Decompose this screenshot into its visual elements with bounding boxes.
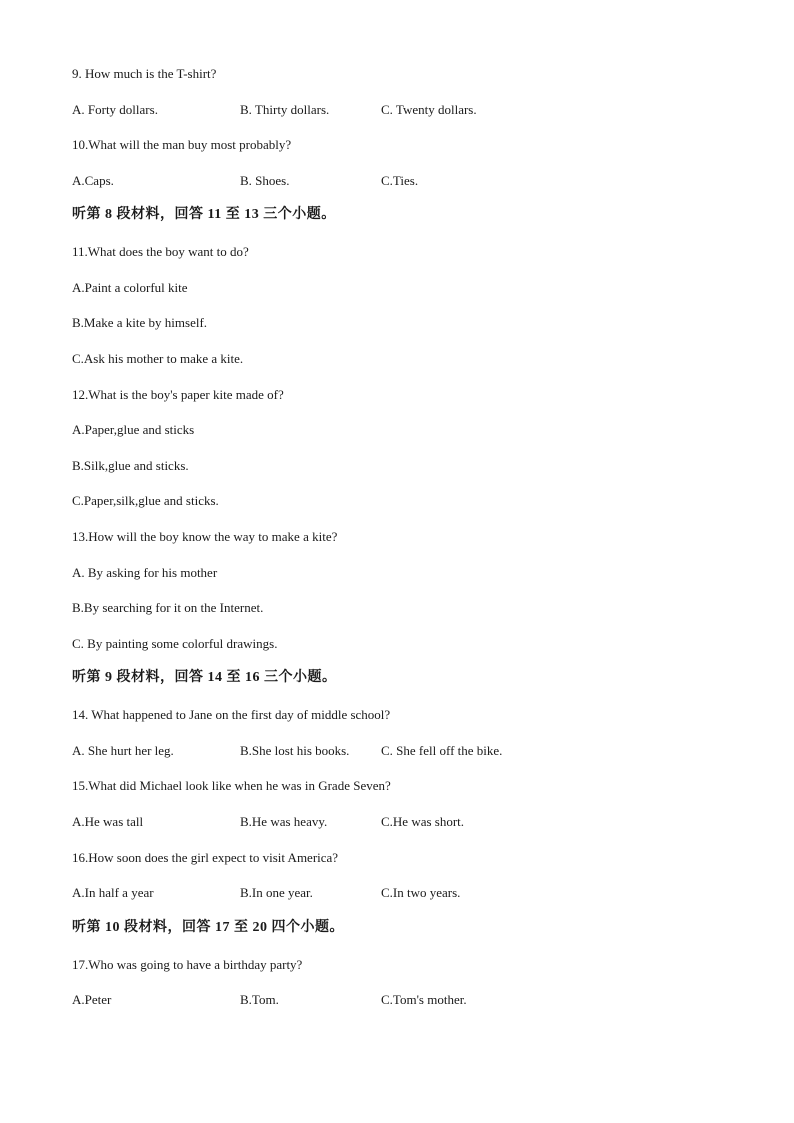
question-11: 11.What does the boy want to do?: [72, 244, 249, 259]
question-10: 10.What will the man buy most probably?: [72, 137, 292, 152]
section-8-heading: 听第 8 段材料，回答 11 至 13 三个小题。: [72, 207, 336, 222]
q14-option-b: B.She lost his books.: [240, 743, 350, 758]
q9-option-b: B. Thirty dollars.: [240, 102, 330, 117]
section-9-heading: 听第 9 段材料，回答 14 至 16 三个小题。: [72, 670, 337, 685]
q12-option-a: A.Paper,glue and sticks: [72, 422, 195, 437]
q17-option-b: B.Tom.: [240, 992, 279, 1007]
q16-option-c: C.In two years.: [381, 885, 461, 900]
question-14: 14. What happened to Jane on the first day of middle school?: [72, 707, 391, 722]
q13-option-c: C. By painting some colorful drawings.: [72, 636, 278, 651]
q16-option-b: B.In one year.: [240, 885, 313, 900]
q14-option-c: C. She fell off the bike.: [381, 743, 503, 758]
question-13: 13.How will the boy know the way to make a kite?: [72, 529, 338, 544]
q14-option-a: A. She hurt her leg.: [72, 743, 174, 758]
q15-option-c: C.He was short.: [381, 814, 465, 829]
q10-option-b: B. Shoes.: [240, 173, 290, 188]
q12-option-b: B.Silk,glue and sticks.: [72, 458, 189, 473]
question-9: 9. How much is the T-shirt?: [72, 66, 217, 81]
q16-option-a: A.In half a year: [72, 885, 154, 900]
question-17: 17.Who was going to have a birthday party?: [72, 957, 303, 972]
q17-option-a: A.Peter: [72, 992, 112, 1007]
q15-option-a: A.He was tall: [72, 814, 144, 829]
question-12: 12.What is the boy's paper kite made of?: [72, 387, 284, 402]
q13-option-a: A. By asking for his mother: [72, 565, 218, 580]
q17-option-c: C.Tom's mother.: [381, 992, 467, 1007]
q11-option-c: C.Ask his mother to make a kite.: [72, 351, 244, 366]
q13-option-b: B.By searching for it on the Internet.: [72, 600, 264, 615]
q9-option-a: A. Forty dollars.: [72, 102, 158, 117]
question-16: 16.How soon does the girl expect to visit America?: [72, 850, 339, 865]
question-15: 15.What did Michael look like when he was in Grade Seven?: [72, 778, 391, 793]
q15-option-b: B.He was heavy.: [240, 814, 328, 829]
q11-option-a: A.Paint a colorful kite: [72, 280, 188, 295]
q9-option-c: C. Twenty dollars.: [381, 102, 477, 117]
q11-option-b: B.Make a kite by himself.: [72, 315, 208, 330]
q12-option-c: C.Paper,silk,glue and sticks.: [72, 493, 219, 508]
section-10-heading: 听第 10 段材料，回答 17 至 20 四个小题。: [72, 920, 344, 935]
q10-option-a: A.Caps.: [72, 173, 114, 188]
q10-option-c: C.Ties.: [381, 173, 419, 188]
